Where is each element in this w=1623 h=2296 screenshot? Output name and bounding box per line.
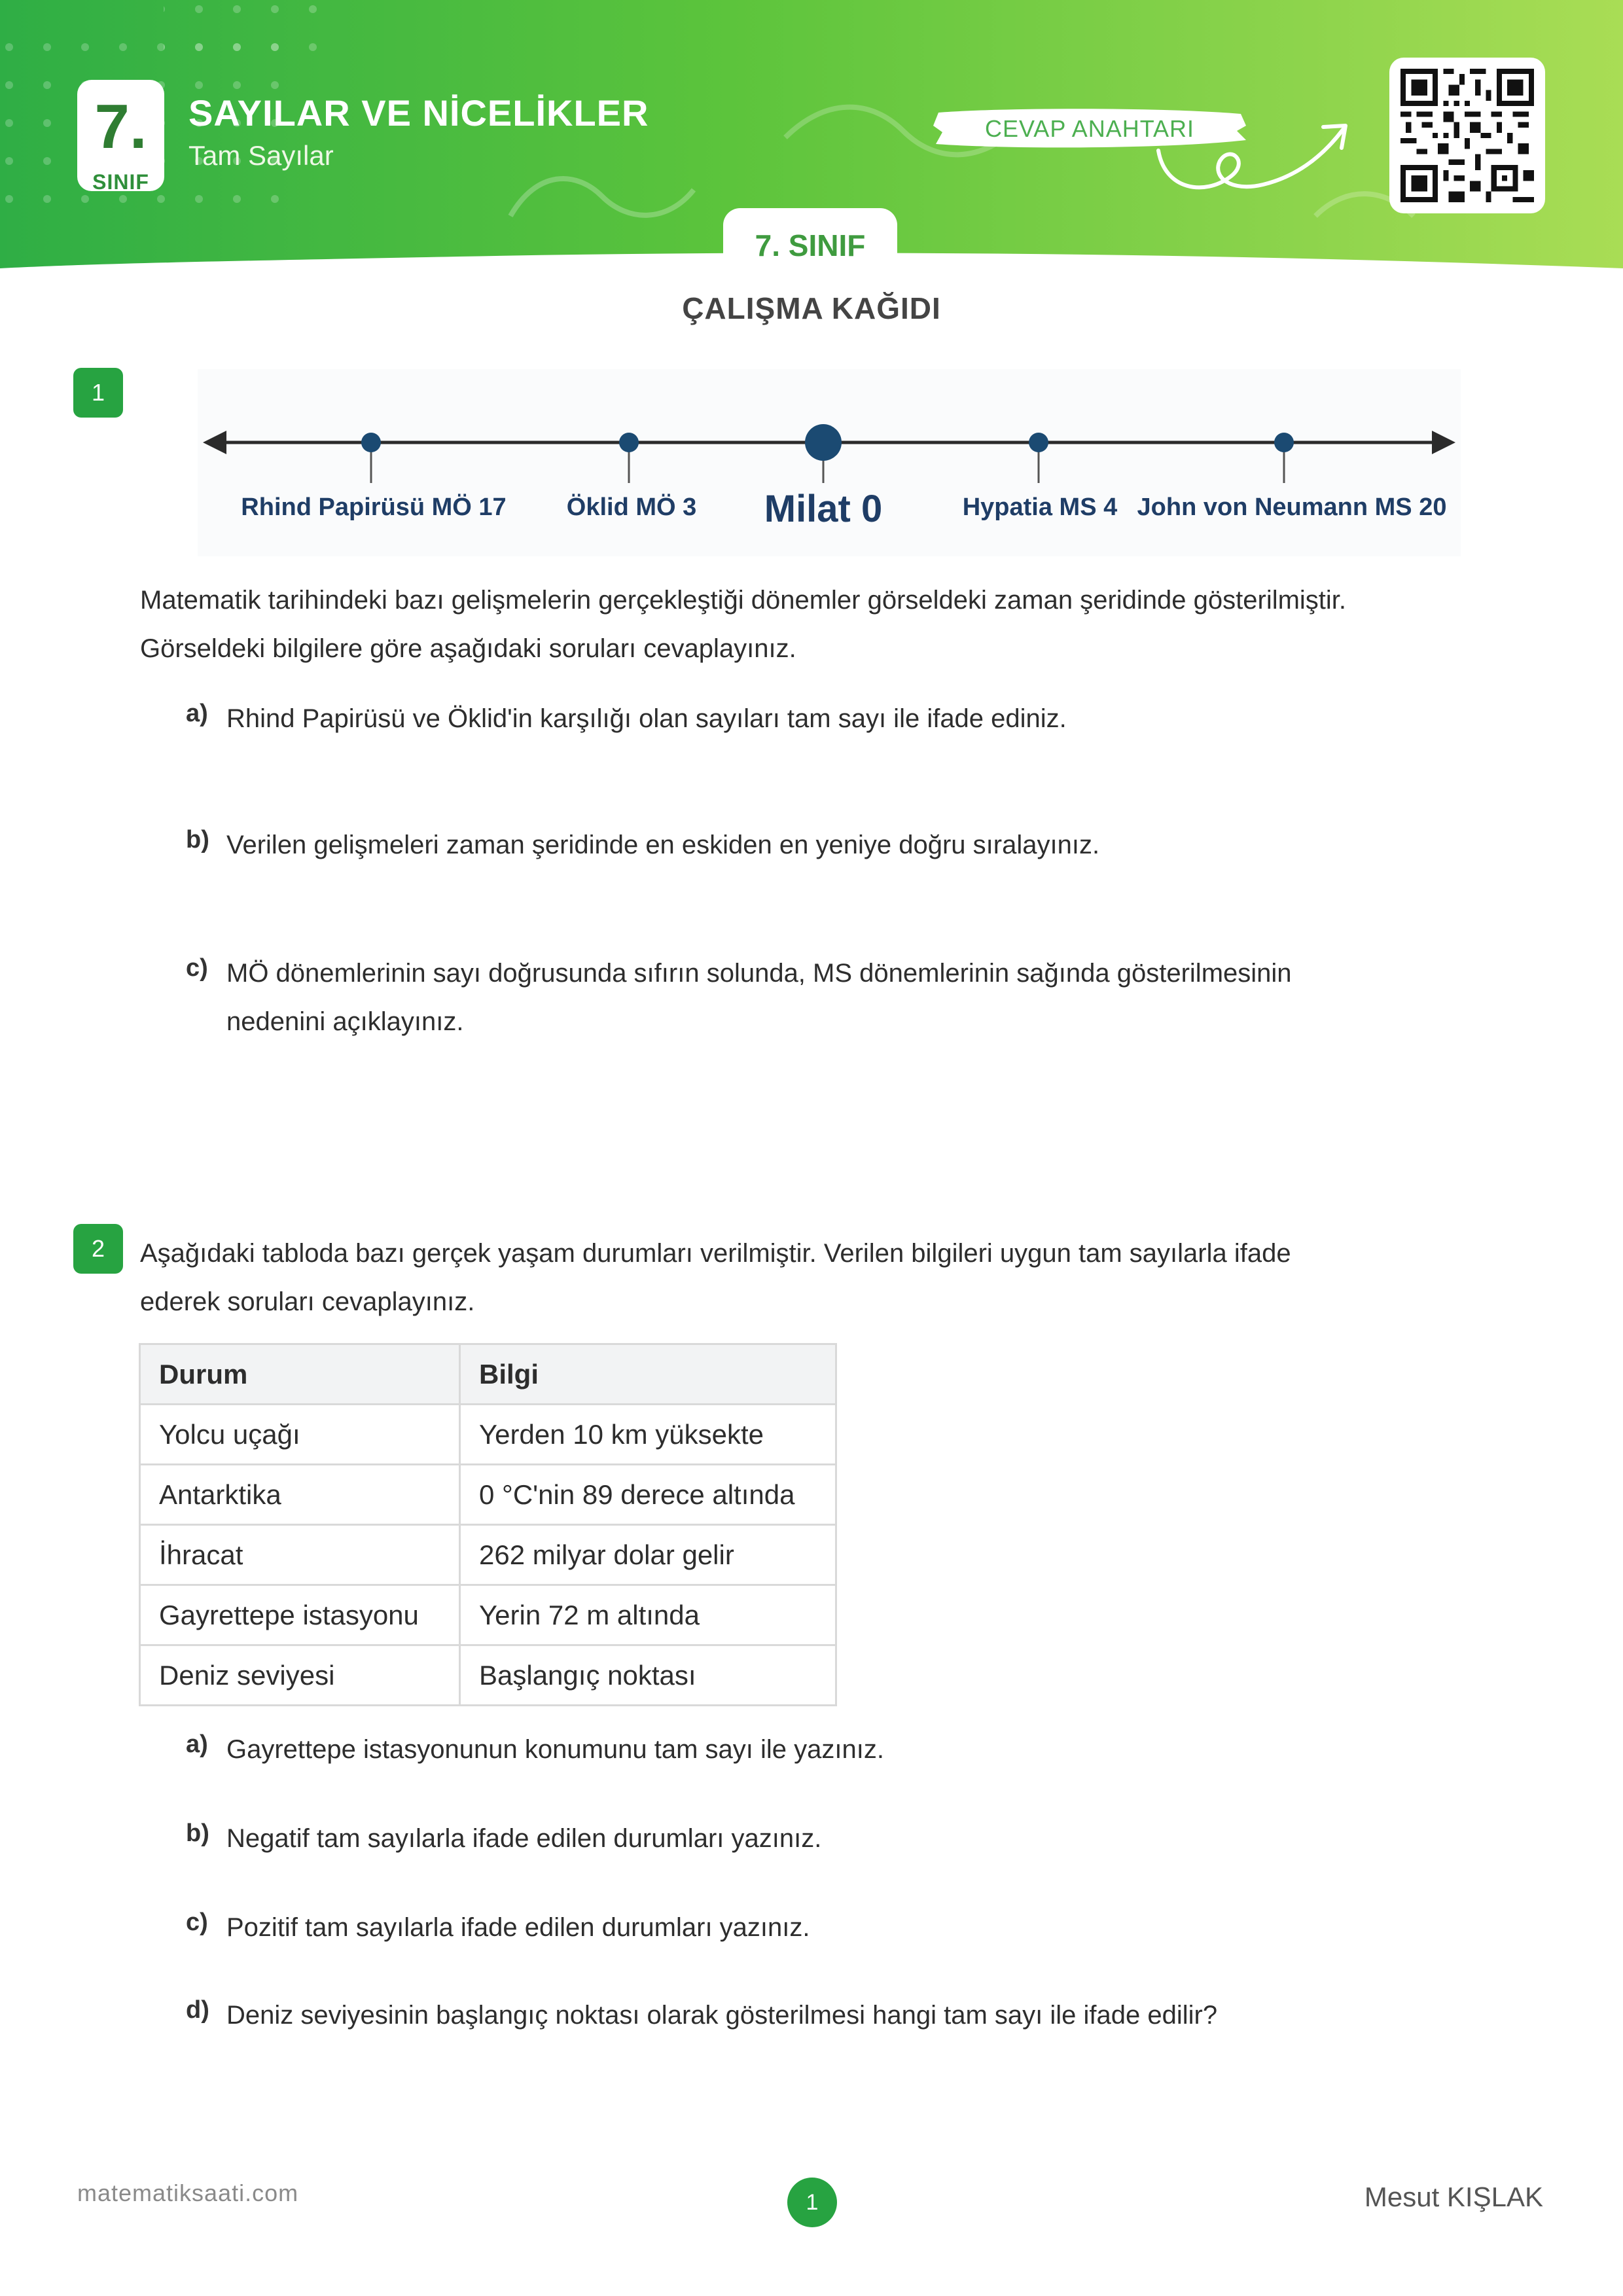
timeline-figure (198, 369, 1461, 556)
table-row (140, 1525, 836, 1585)
question-1a-text: Rhind Papirüsü ve Öklid'in karşılığı olan sayıları tam sayı ile ifade ediniz. (226, 704, 1067, 733)
question-2d (186, 1991, 1218, 2039)
question-2a-letter: a) (186, 1731, 208, 1758)
question-2a (186, 1725, 884, 1774)
table-cell: Antarktika (140, 1465, 460, 1525)
question-1b-letter: b) (186, 826, 209, 853)
question-2b-letter: b) (186, 1820, 209, 1847)
sheet-title: ÇALIŞMA KAĞIDI (682, 291, 941, 325)
grade-number: 7. (94, 92, 147, 162)
qr-code[interactable] (1389, 58, 1545, 213)
table-row (140, 1645, 836, 1706)
table-header-durum: Durum (140, 1344, 460, 1405)
question-1c (186, 949, 1292, 1046)
footer-website-link[interactable]: matematiksaati.com (77, 2179, 299, 2206)
table-row (140, 1585, 836, 1645)
table-cell: Başlangıç noktası (460, 1645, 836, 1706)
question-1c-letter: c) (186, 954, 208, 982)
timeline-label-neumann: John von Neumann MS 20 (1137, 493, 1447, 521)
question-2-intro-line-2: ederek soruları cevaplayınız. (140, 1287, 475, 1316)
table-row (140, 1465, 836, 1525)
question-2a-text: Gayrettepe istasyonunun konumunu tam sayı ile yazınız. (226, 1735, 884, 1764)
left-arrow-icon (203, 431, 226, 454)
qr-code-icon (1400, 69, 1534, 202)
table-cell: 262 milyar dolar gelir (460, 1525, 836, 1585)
timeline-label-milat: Milat 0 (764, 488, 883, 530)
table-cell: Yolcu uçağı (140, 1405, 460, 1465)
table-cell: İhracat (140, 1525, 460, 1585)
question-1-intro (140, 576, 1346, 673)
unit-title: SAYILAR VE NİCELİKLER (188, 92, 649, 134)
question-2d-letter: d) (186, 1996, 209, 2024)
timeline-label-hypatia: Hypatia MS 4 (962, 493, 1118, 521)
table-cell: Yerden 10 km yüksekte (460, 1405, 836, 1465)
question-2-intro-line-1: Aşağıdaki tabloda bazı gerçek yaşam durumları verilmiştir. Verilen bilgileri uygun tam sayılarla ifade (140, 1239, 1291, 1268)
question-2c-letter: c) (186, 1909, 208, 1936)
table-cell: Gayrettepe istasyonu (140, 1585, 460, 1645)
footer-author: Mesut KIŞLAK (1364, 2181, 1543, 2212)
question-1c-line-1: MÖ dönemlerinin sayı doğrusunda sıfırın solunda, MS dönemlerinin sağında gösterilmesinin (226, 959, 1292, 988)
question-1a-letter: a) (186, 700, 208, 727)
question-1b (186, 821, 1100, 869)
question-1a (186, 694, 1067, 743)
header-banner (0, 0, 1623, 275)
question-1-badge: 1 (73, 368, 123, 418)
table-cell: Yerin 72 m altında (460, 1585, 836, 1645)
situations-table (139, 1343, 837, 1706)
point-rhind (361, 433, 381, 452)
timeline-label-rhind: Rhind Papirüsü MÖ 17 (241, 493, 507, 521)
table-cell: 0 °C'nin 89 derece altında (460, 1465, 836, 1525)
answer-key-label: CEVAP ANAHTARI (984, 115, 1195, 142)
question-1-intro-line-1: Matematik tarihindeki bazı gelişmelerin gerçekleştiği dönemler görseldeki zaman şeridinde gösterilmiştir. (140, 586, 1347, 615)
question-2b (186, 1814, 822, 1863)
table-header-bilgi: Bilgi (460, 1344, 836, 1405)
question-2-intro (140, 1229, 1291, 1326)
table-cell: Deniz seviyesi (140, 1645, 460, 1706)
page-number: 1 (787, 2178, 837, 2227)
question-2c (186, 1903, 810, 1952)
question-1b-text: Verilen gelişmeleri zaman şeridinde en eskiden en yeniye doğru sıralayınız. (226, 831, 1100, 859)
curved-arrow-icon (1152, 111, 1355, 203)
table-row (140, 1405, 836, 1465)
question-2-badge: 2 (73, 1224, 123, 1274)
unit-subtitle: Tam Sayılar (188, 140, 334, 171)
question-1-intro-line-2: Görseldeki bilgilere göre aşağıdaki soruları cevaplayınız. (140, 634, 796, 663)
grade-label: SINIF (92, 170, 149, 194)
question-2b-text: Negatif tam sayılarla ifade edilen durumları yazınız. (226, 1824, 822, 1853)
point-oklid (619, 433, 639, 452)
table-header-row (140, 1344, 836, 1405)
question-1c-line-2: nedenini açıklayınız. (226, 1007, 464, 1036)
class-tab-label: 7. SINIF (755, 228, 866, 262)
question-2d-text: Deniz seviyesinin başlangıç noktası olarak gösterilmesi hangi tam sayı ile ifade edilir? (226, 2001, 1218, 2030)
point-milat (805, 424, 842, 461)
class-tab (723, 208, 897, 275)
question-2c-text: Pozitif tam sayılarla ifade edilen durumları yazınız. (226, 1913, 810, 1942)
grade-badge (77, 80, 164, 194)
right-arrow-icon (1432, 431, 1455, 454)
timeline-label-oklid: Öklid MÖ 3 (566, 493, 697, 521)
point-hypatia (1029, 433, 1048, 452)
point-neumann (1274, 433, 1294, 452)
